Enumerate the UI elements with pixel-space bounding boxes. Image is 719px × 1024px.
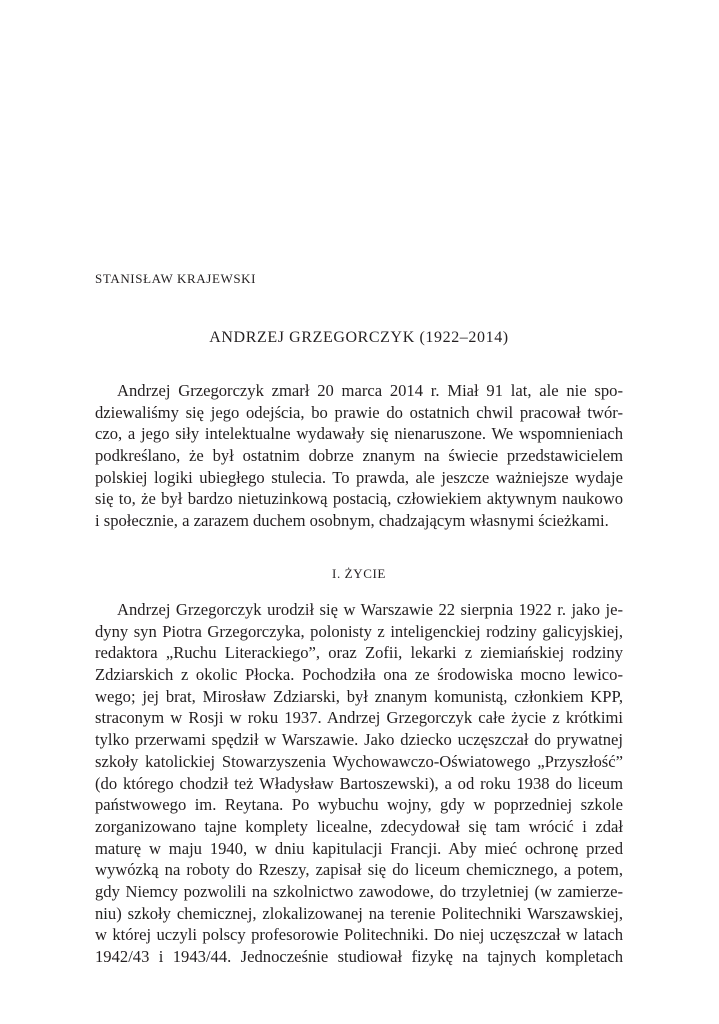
- text-line: redaktora „Ruchu Literackiego”, oraz Zofii, lekarki z ziemiańskiej rodziny: [95, 643, 623, 663]
- text-line: dziewaliśmy się jego odejścia, bo prawie do ostatnich chwil pracował twór-: [95, 402, 623, 422]
- article-title: ANDRZEJ GRZEGORCZYK (1922–2014): [209, 329, 509, 346]
- text-line: polskiej logiki ubiegłego stulecia. To prawda, ale jeszcze ważniejsze wydaje: [95, 467, 623, 487]
- text-line: (do którego chodził też Władysław Bartoszewski), a od roku 1938 do liceum: [95, 773, 623, 793]
- author-name: STANISŁAW KRAJEWSKI: [95, 271, 257, 286]
- text-line: dyny syn Piotra Grzegorczyka, polonisty z inteligenckiej rodziny galicyjskiej,: [95, 621, 623, 641]
- text-line: Andrzej Grzegorczyk urodził się w Warszawie 22 sierpnia 1922 r. jako je-: [117, 600, 623, 619]
- section-heading: I. ŻYCIE: [332, 566, 386, 581]
- text-line: państwowego im. Reytana. Po wybuchu wojny, gdy w poprzedniej szkole: [95, 795, 623, 815]
- text-line: wywózką na roboty do Rzeszy, zapisał się do liceum chemicznego, a potem,: [95, 860, 623, 880]
- text-line: 1942/43 i 1943/44. Jednocześnie studiował fizykę na tajnych kompletach: [95, 947, 623, 966]
- text-line: podkreślano, że był ostatnim dobrze znanym na świecie przedstawicielem: [95, 446, 623, 466]
- text-line: Andrzej Grzegorczyk zmarł 20 marca 2014 r. Miał 91 lat, ale nie spo-: [117, 381, 623, 400]
- text-line: niu) szkoły chemicznej, zlokalizowanej na terenie Politechniki Warszawskiej,: [95, 903, 623, 923]
- text-line: straconym w Rosji w roku 1937. Andrzej Grzegorczyk całe życie z krótkimi: [95, 708, 623, 728]
- intro-paragraph: [95, 380, 623, 532]
- text-line: Zdziarskich z okolic Płocka. Pochodziła ona ze środowiska mocno lewico-: [95, 665, 623, 685]
- text-line: szkoły katolickiej Stowarzyszenia Wychowawczo-Oświatowego „Przyszłość”: [95, 751, 623, 771]
- body-paragraph: [95, 599, 623, 968]
- text-line: i społecznie, a zarazem duchem osobnym, chadzającym własnymi ścieżkami.: [95, 511, 609, 531]
- text-line: czo, a jego siły intelektualne wydawały się nienaruszone. We wspomnieniach: [95, 424, 623, 444]
- text-line: zorganizowano tajne komplety licealne, zdecydował się tam wrócić i zdał: [95, 816, 623, 836]
- text-line: wego; jej brat, Mirosław Zdziarski, był znanym komunistą, członkiem KPP,: [95, 686, 623, 706]
- text-line: gdy Niemcy pozwolili na szkolnictwo zawodowe, do trzyletniej (w zamierze-: [95, 881, 623, 901]
- text-line: się to, że był bardzo nietuzinkową postacią, człowiekiem aktywnym naukowo: [95, 489, 623, 509]
- text-line: maturę w maju 1940, w dniu kapitulacji Francji. Aby mieć ochronę przed: [95, 838, 623, 858]
- text-line: tylko przerwami spędził w Warszawie. Jako dziecko uczęszczał do prywatnej: [95, 730, 623, 750]
- text-line: w której uczyli polscy profesorowie Politechniki. Do niej uczęszczał w latach: [95, 925, 623, 945]
